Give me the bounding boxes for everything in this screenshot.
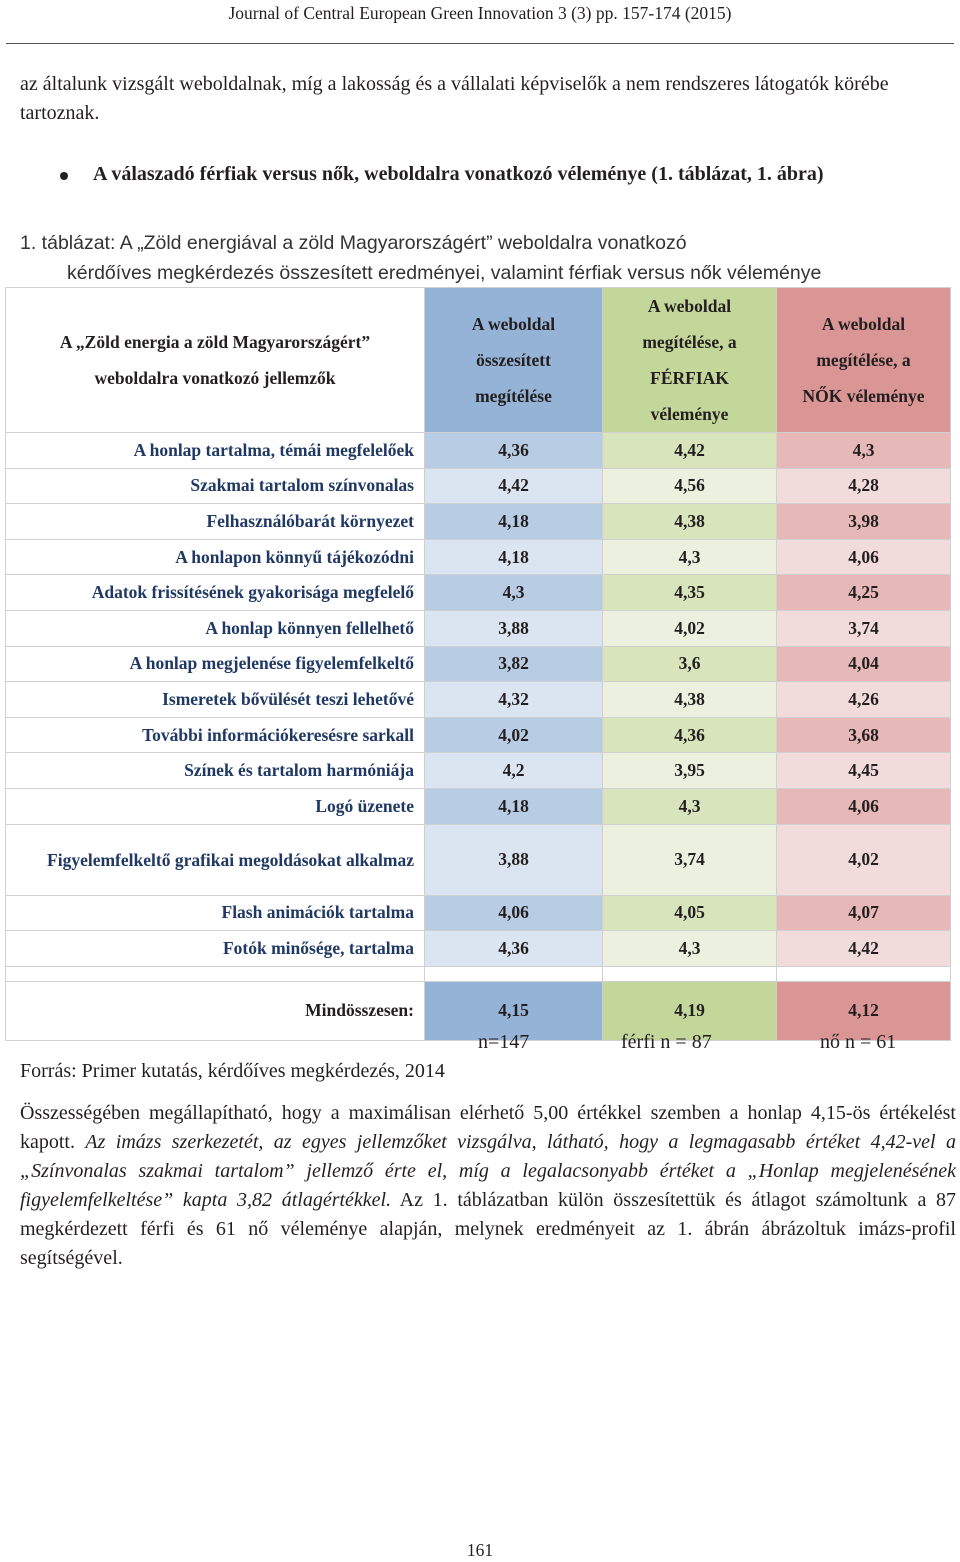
- total-men: 4,19: [603, 981, 777, 1040]
- overall-value: 3,88: [425, 610, 603, 646]
- table-row: [6, 504, 951, 540]
- overall-value: 4,32: [425, 682, 603, 718]
- row-label: Felhasználóbarát környezet: [6, 504, 425, 540]
- row-label: Figyelemfelkeltő grafikai megoldásokat alkalmaz: [6, 824, 425, 895]
- page-number: 161: [466, 1540, 494, 1560]
- men-value: 4,35: [603, 575, 777, 611]
- row-label: Fotók minősége, tartalma: [6, 931, 425, 967]
- table-row: [6, 539, 951, 575]
- table-row: [6, 575, 951, 611]
- row-label: A honlap könnyen fellelhető: [6, 610, 425, 646]
- overall-value: 4,2: [425, 753, 603, 789]
- bullet-text: A válaszadó férfiak versus nők, weboldalra vonatkozó véleménye (1. táblázat, 1. ábra): [93, 163, 824, 185]
- men-value: 3,6: [603, 646, 777, 682]
- overall-value: 4,02: [425, 717, 603, 753]
- women-value: 4,42: [777, 931, 951, 967]
- row-label: Szakmai tartalom színvonalas: [6, 468, 425, 504]
- section-bullet: [60, 160, 940, 188]
- table-row: [6, 646, 951, 682]
- women-value: 4,06: [777, 539, 951, 575]
- row-label: Színek és tartalom harmóniája: [6, 753, 425, 789]
- table-row: [6, 433, 951, 469]
- n-overall: n=147: [478, 1031, 530, 1053]
- bullet-icon: [60, 172, 68, 180]
- men-value: 4,3: [603, 931, 777, 967]
- overall-value: 4,18: [425, 788, 603, 824]
- men-value: 4,02: [603, 610, 777, 646]
- men-value: 4,56: [603, 468, 777, 504]
- women-value: 4,25: [777, 575, 951, 611]
- overall-value: 4,36: [425, 433, 603, 469]
- row-label: Logó üzenete: [6, 788, 425, 824]
- row-label: Ismeretek bővülését teszi lehetővé: [6, 682, 425, 718]
- journal-header: Journal of Central European Green Innovation 3 (3) pp. 157-174 (2015): [228, 3, 732, 23]
- men-value: 4,38: [603, 504, 777, 540]
- men-value: 4,05: [603, 895, 777, 931]
- row-label: A honlap megjelenése figyelemfelkeltő: [6, 646, 425, 682]
- summary-paragraph: Összességében megállapítható, hogy a maximálisan elérhető 5,00 értékkel szemben a honlap 4,15-ös értékelést kapott. Az imázs szerkezetét, az egyes jellemzőket vizsgálva, látható, hogy a legmagasabb értéket 4,42-vel a „Színvonalas szakmai tartalom” jellemző érte el, míg a legalacsonyabb értéket a „Honlap megjelenésének figyelemfelkeltése” kapta 3,82 átlagértékkel. Az 1. táblázatban külön összesítettük és átlagot számoltunk a 87 megkérdezett férfi és 61 nő véleménye alapján, melynek eredményeit az 1. ábrán ábrázoltuk imázs-profil segítségével.: [20, 1102, 957, 1269]
- men-value: 4,3: [603, 788, 777, 824]
- table-row: [6, 610, 951, 646]
- overall-value: 4,18: [425, 504, 603, 540]
- men-value: 4,42: [603, 433, 777, 469]
- table-row: [6, 895, 951, 931]
- women-value: 3,98: [777, 504, 951, 540]
- women-value: 4,07: [777, 895, 951, 931]
- header-divider: [6, 43, 954, 44]
- women-value: 4,04: [777, 646, 951, 682]
- header-feature: A „Zöld energia a zöld Magyarországért” weboldalra vonatkozó jellemzők: [6, 288, 425, 433]
- overall-value: 4,06: [425, 895, 603, 931]
- women-value: 4,06: [777, 788, 951, 824]
- women-value: 4,02: [777, 824, 951, 895]
- women-value: 4,28: [777, 468, 951, 504]
- total-label: Mindösszesen:: [6, 981, 425, 1040]
- source-note: Forrás: Primer kutatás, kérdőíves megkérdezés, 2014: [20, 1060, 445, 1082]
- women-value: 4,3: [777, 433, 951, 469]
- header-overall: A weboldal összesített megítélése: [425, 288, 603, 433]
- women-value: 3,74: [777, 610, 951, 646]
- table-row: [6, 931, 951, 967]
- table-spacer: [6, 966, 951, 981]
- caption-line-1: 1. táblázat: A „Zöld energiával a zöld Magyarországért” weboldalra vonatkozó: [20, 232, 687, 254]
- men-value: 4,36: [603, 717, 777, 753]
- women-value: 3,68: [777, 717, 951, 753]
- men-value: 3,74: [603, 824, 777, 895]
- men-value: 4,38: [603, 682, 777, 718]
- women-value: 4,26: [777, 682, 951, 718]
- table-row: [6, 788, 951, 824]
- row-label: További információkeresésre sarkall: [6, 717, 425, 753]
- men-value: 4,3: [603, 539, 777, 575]
- table-row: [6, 682, 951, 718]
- row-label: Adatok frissítésének gyakorisága megfelelő: [6, 575, 425, 611]
- total-women: 4,12: [777, 981, 951, 1040]
- table-row: [6, 468, 951, 504]
- row-label: A honlap tartalma, témái megfelelőek: [6, 433, 425, 469]
- total-overall: 4,15: [425, 981, 603, 1040]
- table-row: [6, 753, 951, 789]
- row-label: Flash animációk tartalma: [6, 895, 425, 931]
- table-row: [6, 824, 951, 895]
- table-row: [6, 717, 951, 753]
- overall-value: 4,18: [425, 539, 603, 575]
- caption-line-2: kérdőíves megkérdezés összesített eredményei, valamint férfiak versus nők véleménye: [67, 262, 822, 284]
- results-table: [5, 287, 951, 1041]
- row-label: A honlapon könnyű tájékozódni: [6, 539, 425, 575]
- overall-value: 4,36: [425, 931, 603, 967]
- n-women: nő n = 61: [820, 1031, 897, 1053]
- men-value: 3,95: [603, 753, 777, 789]
- overall-value: 3,88: [425, 824, 603, 895]
- overall-value: 3,82: [425, 646, 603, 682]
- overall-value: 4,3: [425, 575, 603, 611]
- header-women: A weboldal megítélése, a NŐK véleménye: [777, 288, 951, 433]
- overall-value: 4,42: [425, 468, 603, 504]
- n-men: férfi n = 87: [621, 1031, 712, 1053]
- header-men: A weboldal megítélése, a FÉRFIAK véleménye: [603, 288, 777, 433]
- table-caption: [0, 228, 960, 288]
- intro-paragraph: az általunk vizsgált weboldalnak, míg a lakosság és a vállalati képviselők a nem rendszeres látogatók körébe tartoznak.: [20, 73, 889, 124]
- women-value: 4,45: [777, 753, 951, 789]
